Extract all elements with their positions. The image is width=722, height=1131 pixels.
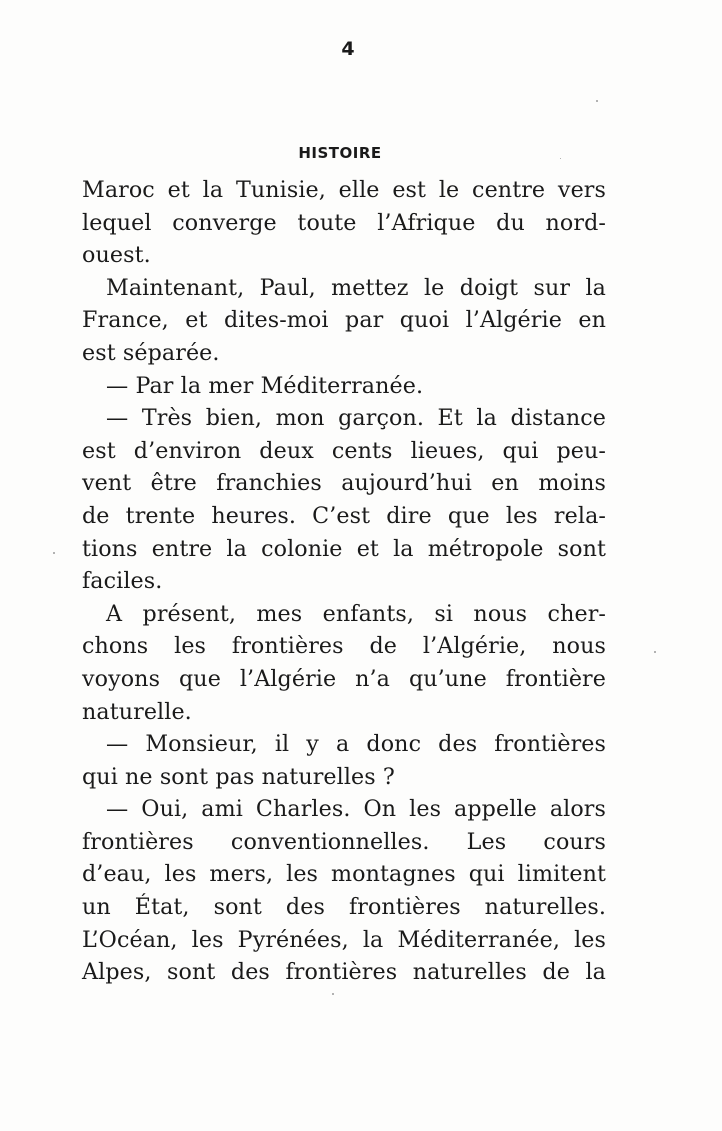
text-line: chons les frontières de l’Algérie, nous [82,633,606,660]
running-head: HISTOIRE [298,144,382,162]
text-line: L’Océan, les Pyrénées, la Méditerranée, les [82,926,606,953]
text-line: voyons que l’Algérie n’a qu’une frontière [82,665,606,692]
text-line: Maroc et la Tunisie, elle est le centre vers [82,177,606,203]
text-line: Maintenant, Paul, mettez le doigt sur la [106,274,606,301]
text-line: naturelle. [82,698,192,725]
text-line: un État, sont des frontières naturelles. [82,894,606,921]
text-line: — Très bien, mon garçon. Et la distance [106,405,606,432]
text-line: de trente heures. C’est dire que les rela- [82,502,606,529]
text-line: — Par la mer Méditerranée. [106,372,424,399]
text-line: d’eau, les mers, les montagnes qui limitent [82,861,606,888]
text-line: qui ne sont pas naturelles ? [82,763,395,790]
body-text [82,174,606,989]
text-line: est séparée. [82,339,220,366]
text-line: A présent, mes enfants, si nous cher- [106,600,606,627]
page-number: 4 [341,38,355,60]
text-line: lequel converge toute l’Afrique du nord- [82,209,606,236]
text-line: ouest. [82,242,151,269]
text-line: tions entre la colonie et la métropole sont [82,535,606,562]
paper-speck [53,552,55,554]
text-line: frontières conventionnelles. Les cours [82,828,606,855]
paper-speck [332,993,334,995]
text-line: France, et dites-moi par quoi l’Algérie en [82,307,606,334]
text-line: vent être franchies aujourd’hui en moins [82,470,606,497]
paper-speck [596,100,598,102]
text-line: faciles. [82,568,163,595]
text-line: Alpes, sont des frontières naturelles de la [82,959,606,986]
paper-speck [654,651,656,653]
text-line: est d’environ deux cents lieues, qui peu- [82,437,606,464]
text-line: — Oui, ami Charles. On les appelle alors [106,796,606,823]
paper-speck [560,158,561,159]
text-line: — Monsieur, il y a donc des frontières [106,731,606,758]
